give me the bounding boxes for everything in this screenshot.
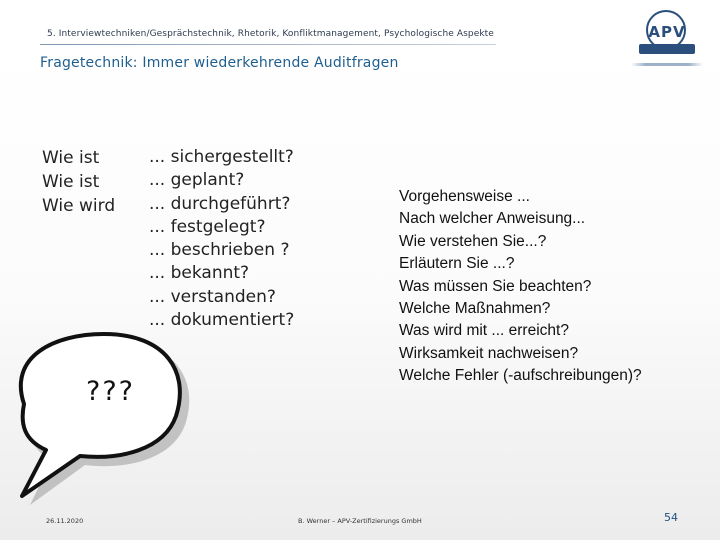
page-title: Fragetechnik: Immer wiederkehrende Auditfragen [40, 55, 399, 71]
audit-question: Welche Maßnahmen? [399, 300, 551, 318]
apv-logo [631, 8, 703, 70]
breadcrumb: 5. Interviewtechniken/Gesprächstechnik, Rhetorik, Konfliktmanagement, Psychologische Aspekte [47, 29, 494, 39]
audit-question-list [399, 186, 642, 388]
audit-question: Nach welcher Anweisung... [399, 210, 586, 228]
question-starter: Wie wird [42, 196, 116, 216]
audit-question: Was wird mit ... erreicht? [399, 322, 569, 340]
audit-question: Erläutern Sie ...? [399, 255, 515, 273]
logo-tagline-bar [639, 44, 695, 54]
question-ending: ... geplant? [149, 170, 245, 191]
question-ending: ... durchgeführt? [149, 193, 291, 214]
bubble-question-marks: ??? [86, 376, 135, 407]
audit-question: Wirksamkeit nachweisen? [399, 344, 579, 362]
footer-date: 26.11.2020 [46, 517, 84, 525]
question-ending: ... verstanden? [149, 286, 276, 307]
audit-question: Vorgehensweise ... [399, 188, 530, 205]
logo-letters: APV [648, 23, 686, 41]
question-ending: ... sichergestellt? [149, 147, 294, 167]
question-ending: ... dokumentiert? [149, 310, 295, 331]
question-starter: Wie ist [42, 148, 100, 168]
audit-question: Welche Fehler (-aufschreibungen)? [399, 367, 642, 385]
header-divider [40, 44, 496, 45]
question-starters [42, 146, 115, 218]
logo-subline [631, 63, 703, 66]
audit-question: Wie verstehen Sie...? [399, 232, 547, 250]
question-ending: ... bekannt? [149, 263, 250, 284]
question-starter: Wie ist [42, 172, 100, 192]
question-ending: ... beschrieben ? [149, 240, 290, 261]
question-ending: ... festgelegt? [149, 216, 266, 237]
footer-author: B. Werner – APV-Zertifizierungs GmbH [298, 517, 422, 525]
page-number: 54 [664, 511, 678, 524]
audit-question: Was müssen Sie beachten? [399, 277, 592, 295]
